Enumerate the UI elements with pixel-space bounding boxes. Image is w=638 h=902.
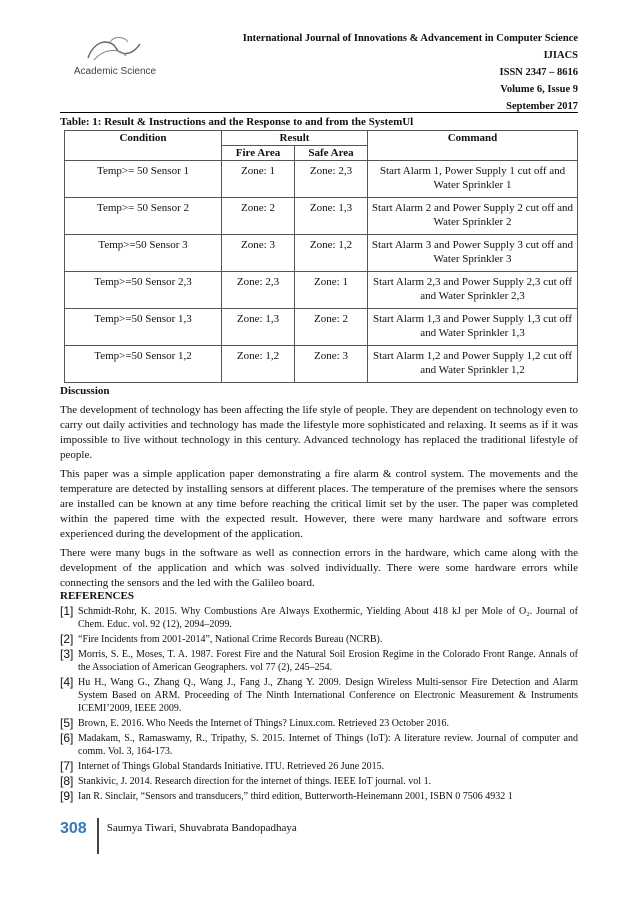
journal-date: September 2017 <box>506 101 578 112</box>
cell-fire-area: Zone: 2,3 <box>222 272 295 309</box>
reference-text: Stankivic, J. 2014. Research direction for the internet of things. IEEE IoT journal. vol 1. <box>78 776 432 787</box>
reference-text: Ian R. Sinclair, “Sensors and transducers,” third edition, Butterworth-Heinemann 2001, ISBN 0 7506 4932 1 <box>78 791 513 802</box>
flourish-icon <box>80 34 150 66</box>
cell-condition: Temp>= 50 Sensor 2 <box>65 198 222 235</box>
cell-safe-area: Zone: 2 <box>295 309 368 346</box>
cell-safe-area: Zone: 1 <box>295 272 368 309</box>
journal-name: International Journal of Innovations & Advancement in Computer Science <box>242 33 578 44</box>
reference-number: [8] <box>60 774 74 788</box>
reference-text: Internet of Things Global Standards Initiative. ITU. Retrieved 26 June 2015. <box>78 761 385 772</box>
logo-text: Academic Science <box>73 66 157 77</box>
reference-number: [6] <box>60 731 74 745</box>
cell-fire-area: Zone: 1,2 <box>222 346 295 383</box>
reference-item <box>60 605 578 631</box>
reference-item <box>60 775 578 788</box>
table-row <box>65 272 578 309</box>
cell-safe-area: Zone: 1,2 <box>295 235 368 272</box>
references-heading: REFERENCES <box>60 590 134 602</box>
cell-fire-area: Zone: 1,3 <box>222 309 295 346</box>
reference-item <box>60 717 578 730</box>
publisher-logo <box>60 34 170 84</box>
cell-command: Start Alarm 2 and Power Supply 2 cut off and Water Sprinkler 2 <box>368 198 578 235</box>
table-row <box>65 346 578 383</box>
references-section <box>60 590 578 805</box>
result-table <box>64 130 578 383</box>
discussion-paragraph: There were many bugs in the software as well as connection errors in the hardware, which came along with the development of the application and which was solved individually. There were some hardware errors while connecting the sensors and the led with the Galileo board. <box>60 547 578 589</box>
cell-command: Start Alarm 1,2 and Power Supply 1,2 cut off and Water Sprinkler 1,2 <box>368 346 578 383</box>
header-command: Command <box>368 131 578 161</box>
cell-safe-area: Zone: 1,3 <box>295 198 368 235</box>
reference-item <box>60 633 578 646</box>
reference-number: [4] <box>60 675 74 689</box>
reference-number: [2] <box>60 632 74 646</box>
cell-safe-area: Zone: 3 <box>295 346 368 383</box>
reference-item <box>60 760 578 773</box>
table-row <box>65 309 578 346</box>
journal-volume: Volume 6, Issue 9 <box>500 84 578 95</box>
page-footer <box>60 818 297 854</box>
reference-number: [5] <box>60 716 74 730</box>
footer-authors: Saumya Tiwari, Shuvabrata Bandopadhaya <box>106 822 297 834</box>
reference-text: Madakam, S., Ramaswamy, R., Tripathy, S. 2015. Internet of Things (IoT): A literature review. Journal of computer and comm. Vol. 3, 164-173. <box>78 733 578 757</box>
cell-condition: Temp>= 50 Sensor 1 <box>65 161 222 198</box>
page-number: 308 <box>60 818 99 854</box>
table-row <box>65 235 578 272</box>
reference-text: Schmidt-Rohr, K. 2015. Why Combustions Are Always Exothermic, Yielding About 418 kJ per Mole of O₂. Journal of Chem. Educ. vol. 92 (12), 2094–2099. <box>78 606 578 630</box>
reference-text: Hu H., Wang G., Zhang Q., Wang J., Fang J., Zhang Y. 2009. Design Wireless Multi-sensor Fire Detection and Alarm System Based on ARM. Proceeding of The Ninth International Conference on Electronic Measurement & Instruments ICEMI’2009, IEEE 2009. <box>78 677 578 714</box>
journal-issn: ISSN 2347 – 8616 <box>499 67 578 78</box>
cell-condition: Temp>=50 Sensor 1,2 <box>65 346 222 383</box>
reference-item <box>60 790 578 803</box>
reference-number: [7] <box>60 759 74 773</box>
table-row <box>65 198 578 235</box>
table-row <box>65 161 578 198</box>
cell-condition: Temp>=50 Sensor 2,3 <box>65 272 222 309</box>
cell-safe-area: Zone: 2,3 <box>295 161 368 198</box>
header-condition: Condition <box>65 131 222 161</box>
cell-fire-area: Zone: 3 <box>222 235 295 272</box>
discussion-section <box>60 384 578 595</box>
journal-abbrev: IJIACS <box>543 50 578 61</box>
cell-command: Start Alarm 3 and Power Supply 3 cut off and Water Sprinkler 3 <box>368 235 578 272</box>
reference-item <box>60 676 578 715</box>
table-caption: Table: 1: Result & Instructions and the Response to and from the SystemUl <box>60 116 414 128</box>
discussion-heading: Discussion <box>60 385 110 397</box>
header-safe-area: Safe Area <box>295 146 368 161</box>
reference-number: [1] <box>60 604 74 618</box>
cell-fire-area: Zone: 2 <box>222 198 295 235</box>
header-divider <box>60 112 578 113</box>
reference-number: [9] <box>60 789 74 803</box>
reference-text: Brown, E. 2016. Who Needs the Internet of Things? Linux.com. Retrieved 23 October 2016. <box>78 718 449 729</box>
reference-item <box>60 648 578 674</box>
cell-command: Start Alarm 2,3 and Power Supply 2,3 cut off and Water Sprinkler 2,3 <box>368 272 578 309</box>
cell-condition: Temp>=50 Sensor 3 <box>65 235 222 272</box>
cell-fire-area: Zone: 1 <box>222 161 295 198</box>
cell-command: Start Alarm 1, Power Supply 1 cut off and Water Sprinkler 1 <box>368 161 578 198</box>
reference-number: [3] <box>60 647 74 661</box>
discussion-paragraph: This paper was a simple application paper demonstrating a fire alarm & control system. The movements and the temperature are detected by installing sensors at different places. The temperature of the premises where the sensors are installed can be known at any time before reaching the critical limit set by the user. The paper was completed within the papered time with the expected result. However, there were many hardware and software errors experienced during the development of the application. <box>60 468 578 540</box>
reference-text: “Fire Incidents from 2001-2014”, National Crime Records Bureau (NCRB). <box>78 634 383 645</box>
header-fire-area: Fire Area <box>222 146 295 161</box>
discussion-paragraph: The development of technology has been affecting the life style of people. They are dependent on technology even to carry out daily activities and technology has made the lifestyle more sophisticated and relaxing. It seems as if it was impossible to live without technology in this century. Advanced technology has replaced the traditional lifestyle of people. <box>60 404 578 461</box>
header-result: Result <box>222 131 368 146</box>
cell-condition: Temp>=50 Sensor 1,3 <box>65 309 222 346</box>
journal-header <box>243 30 578 115</box>
reference-text: Morris, S. E., Moses, T. A. 1987. Forest Fire and the Natural Soil Erosion Regime in the Colorado Front Range. Annals of the Association of American Geographers. vol 77 (2), 245–254. <box>78 649 578 673</box>
reference-item <box>60 732 578 758</box>
cell-command: Start Alarm 1,3 and Power Supply 1,3 cut off and Water Sprinkler 1,3 <box>368 309 578 346</box>
